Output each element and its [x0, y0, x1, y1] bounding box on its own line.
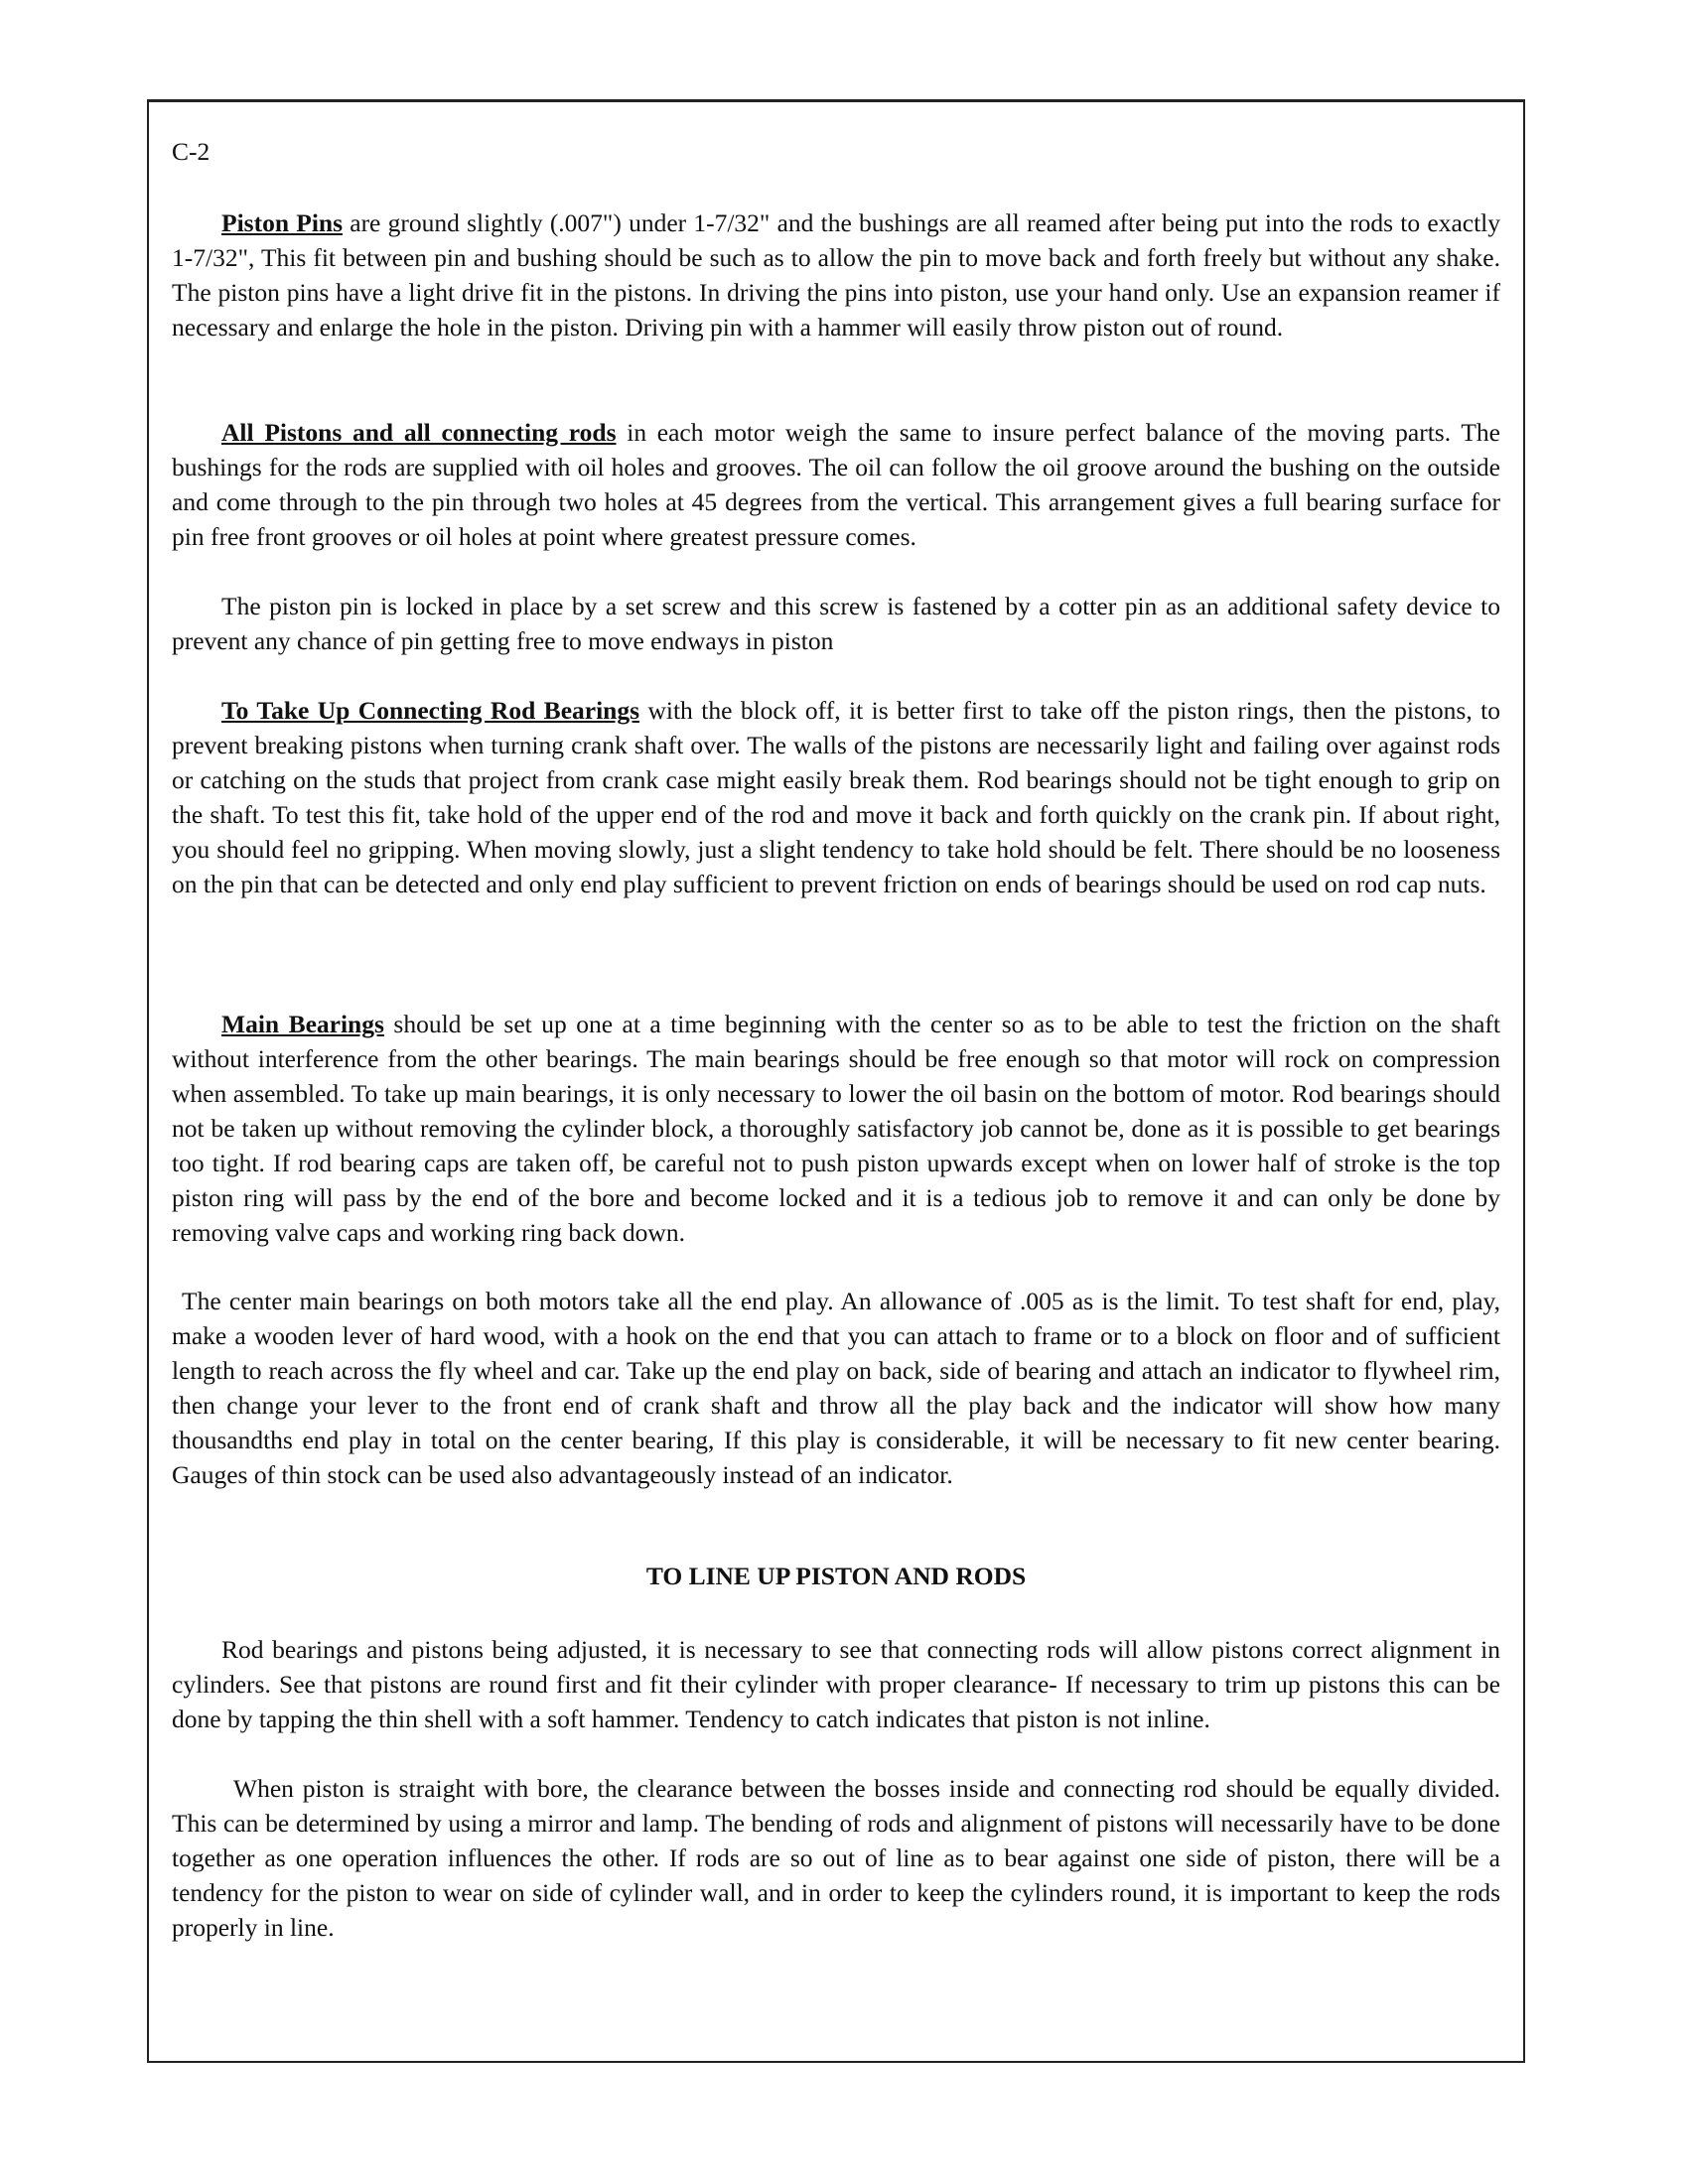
heading-rod-bearings: To Take Up Connecting Rod Bearings	[221, 696, 640, 725]
paragraph-end-play	[172, 1284, 1500, 1492]
paragraph-text: When piston is straight with bore, the clearance between the bosses inside and connecting rod should be equally divided. This can be determined by using a mirror and lamp. The bending of rods and alignment of pistons will necessarily have to be done together as one operation influences the other. If rods are so out of line as to bear against one side of piston, there will be a tendency for the piston to wear on side of cylinder wall, and in order to keep the cylinders round, it is important to keep the rods properly in line.	[172, 1774, 1500, 1942]
paragraph-alignment	[172, 1632, 1500, 1736]
paragraph-text: in each motor weigh the same to insure perfect balance of the moving parts. The bushings for the rods are supplied with oil holes and grooves. The oil can follow the oil groove around the bushing on the outside and come through to the pin through two holes at 45 degrees from the vertical. This arrangement gives a full bearing surface for pin free front grooves or oil holes at point where greatest pressure comes.	[172, 418, 1500, 551]
paragraph-text: The center main bearings on both motors take all the end play. An allowance of .005 as is the limit. To test shaft for end, play, make a wooden lever of hard wood, with a hook on the end that you can attach to frame or to a block on floor and of sufficient length to reach across the fly wheel and car. Take up the end play on back, side of bearing and attach an indicator to flywheel rim, then change your lever to the front end of crank shaft and throw all the play back and the indicator will show how many thousandths end play in total on the center bearing, If this play is considerable, it will be necessary to fit new center bearing. Gauges of thin stock can be used also advantageously instead of an indicator.	[172, 1287, 1500, 1489]
page-number: C-2	[172, 137, 211, 166]
section-heading: TO LINE UP PISTON AND RODS	[645, 1562, 1027, 1590]
paragraph-text: are ground slightly (.007") under 1-7/32" and the bushings are all reamed after being put into the rods to exactly 1-7/32", This fit between pin and bushing should be such as to allow the pin to move back and forth freely but without any shake. The piston pins have a light drive fit in the pistons. In driving the pins into piston, use your hand only. Use an expansion reamer if necessary and enlarge the hole in the piston. Driving pin with a hammer will easily throw piston out of round.	[172, 208, 1500, 341]
paragraph-piston-pins	[172, 205, 1500, 344]
paragraph-rod-bearings	[172, 693, 1500, 901]
paragraph-text: should be set up one at a time beginning with the center so as to be able to test the friction on the shaft without interference from the other bearings. The main bearings should be free enough so that motor will rock on compression when assembled. To take up main bearings, it is only necessary to lower the oil basin on the bottom of motor. Rod bearings should not be taken up without removing the cylinder block, a thoroughly satisfactory job cannot be, done as it is possible to get bearings too tight. If rod bearing caps are taken off, be careful not to push piston upwards except when on lower half of stroke is the top piston ring will pass by the end of the bore and become locked and it is a tedious job to remove it and can only be done by removing valve caps and working ring back down.	[172, 1010, 1501, 1247]
heading-piston-pins: Piston Pins	[221, 208, 344, 237]
paragraph-text: Rod bearings and pistons being adjusted, it is necessary to see that connecting rods will allow pistons correct alignment in cylinders. See that pistons are round first and fit their cylinder with proper clearance- If necessary to trim up pistons this can be done by tapping the thin shell with a soft hammer. Tendency to catch indicates that piston is not inline.	[172, 1635, 1500, 1733]
heading-pistons-rods: All Pistons and all connecting rods	[221, 418, 617, 447]
paragraph-straight-bore	[172, 1771, 1500, 1945]
paragraph-piston-pin-lock	[172, 589, 1500, 658]
paragraph-pistons-rods	[172, 415, 1500, 554]
paragraph-text: with the block off, it is better first to take off the piston rings, then the pistons, to prevent breaking pistons when turning crank shaft over. The walls of the pistons are necessarily light and failing over against rods or catching on the studs that project from crank case might easily break them. Rod bearings should not be tight enough to grip on the shaft. To test this fit, take hold of the upper end of the rod and move it back and forth quickly on the crank pin. If about right, you should feel no gripping. When moving slowly, just a slight tendency to take hold should be felt. There should be no looseness on the pin that can be detected and only end play sufficient to prevent friction on ends of bearings should be used on rod cap nuts.	[172, 696, 1501, 898]
paragraph-main-bearings	[172, 1007, 1500, 1250]
paragraph-text: The piston pin is locked in place by a set screw and this screw is fastened by a cotter pin as an additional safety device to prevent any chance of pin getting free to move endways in piston	[172, 592, 1500, 655]
heading-main-bearings: Main Bearings	[221, 1010, 384, 1038]
